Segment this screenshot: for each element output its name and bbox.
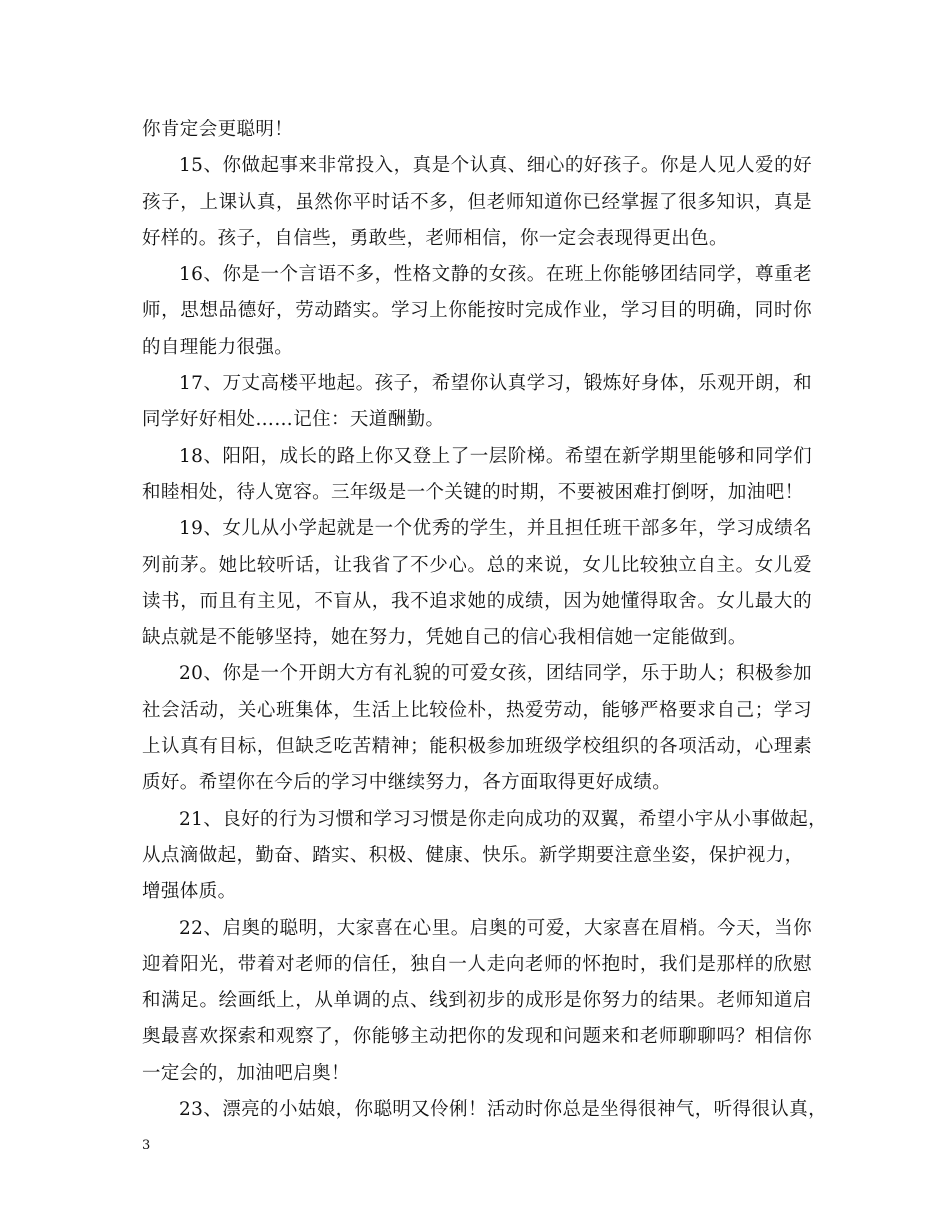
text-line: 一定会的，加油吧启奥！ <box>142 1062 350 1084</box>
text-line: 和满足。绘画纸上，从单调的点、线到初步的成形是你努力的结果。老师知道启 <box>142 990 812 1012</box>
text-line: 读书，而且有主见，不盲从，我不追求她的成绩，因为她懂得取舍。女儿最大的 <box>142 590 812 612</box>
text-line: 同学好好相处……记住：天道酬勤。 <box>142 409 445 431</box>
text-line: 16、你是一个言语不多，性格文静的女孩。在班上你能够团结同学，尊重老 <box>179 264 812 286</box>
text-line: 孩子，上课认真，虽然你平时话不多，但老师知道你已经掌握了很多知识，真是 <box>142 191 812 213</box>
text-line: 迎着阳光，带着对老师的信任，独自一人走向老师的怀抱时，我们是那样的欣慰 <box>142 953 812 975</box>
text-line: 15、你做起事来非常投入，真是个认真、细心的好孩子。你是人见人爱的好 <box>179 155 812 177</box>
text-line: 好样的。孩子，自信些，勇敢些，老师相信，你一定会表现得更出色。 <box>142 227 728 249</box>
text-line: 列前茅。她比较听话，让我省了不少心。总的来说，女儿比较独立自主。女儿爱 <box>142 554 812 576</box>
text-line: 18、阳阳，成长的路上你又登上了一层阶梯。希望在新学期里能够和同学们 <box>179 445 812 467</box>
text-line: 从点滴做起，勤奋、踏实、积极、健康、快乐。新学期要注意坐姿，保护视力， <box>142 844 804 866</box>
text-line: 师，思想品德好，劳动踏实。学习上你能按时完成作业，学习目的明确，同时你 <box>142 300 812 322</box>
text-line: 17、万丈高楼平地起。孩子，希望你认真学习，锻炼好身体，乐观开朗，和 <box>179 373 812 395</box>
text-line: 22、启奥的聪明，大家喜在心里。启奥的可爱，大家喜在眉梢。今天，当你 <box>179 917 812 939</box>
text-line: 你肯定会更聪明！ <box>142 119 294 140</box>
text-line: 质好。希望你在今后的学习中继续努力，各方面取得更好成绩。 <box>142 772 672 794</box>
text-line: 上认真有目标，但缺乏吃苦精神；能积极参加班级学校组织的各项活动，心理素 <box>142 736 812 758</box>
text-line: 21、良好的行为习惯和学习习惯是你走向成功的双翼，希望小宇从小事做起， <box>179 808 828 830</box>
document-body <box>142 112 828 1128</box>
text-line: 奥最喜欢探索和观察了，你能够主动把你的发现和问题来和老师聊聊吗？相信你 <box>142 1026 812 1048</box>
text-line: 和睦相处，待人宽容。三年级是一个关键的时期，不要被困难打倒呀，加油吧！ <box>142 481 804 503</box>
text-line: 社会活动，关心班集体，生活上比较俭朴，热爱劳动，能够严格要求自己；学习 <box>142 699 812 721</box>
text-line: 23、漂亮的小姑娘，你聪明又伶俐！活动时你总是坐得很神气，听得很认真， <box>179 1099 828 1121</box>
text-line: 增强体质。 <box>142 881 237 903</box>
text-line: 缺点就是不能够坚持，她在努力，凭她自己的信心我相信她一定能做到。 <box>142 627 747 649</box>
page-number: 3 <box>142 1138 151 1153</box>
text-line: 19、女儿从小学起就是一个优秀的学生，并且担任班干部多年，学习成绩名 <box>179 518 812 540</box>
text-line: 的自理能力很强。 <box>142 336 294 358</box>
text-line: 20、你是一个开朗大方有礼貌的可爱女孩，团结同学，乐于助人；积极参加 <box>179 663 812 685</box>
